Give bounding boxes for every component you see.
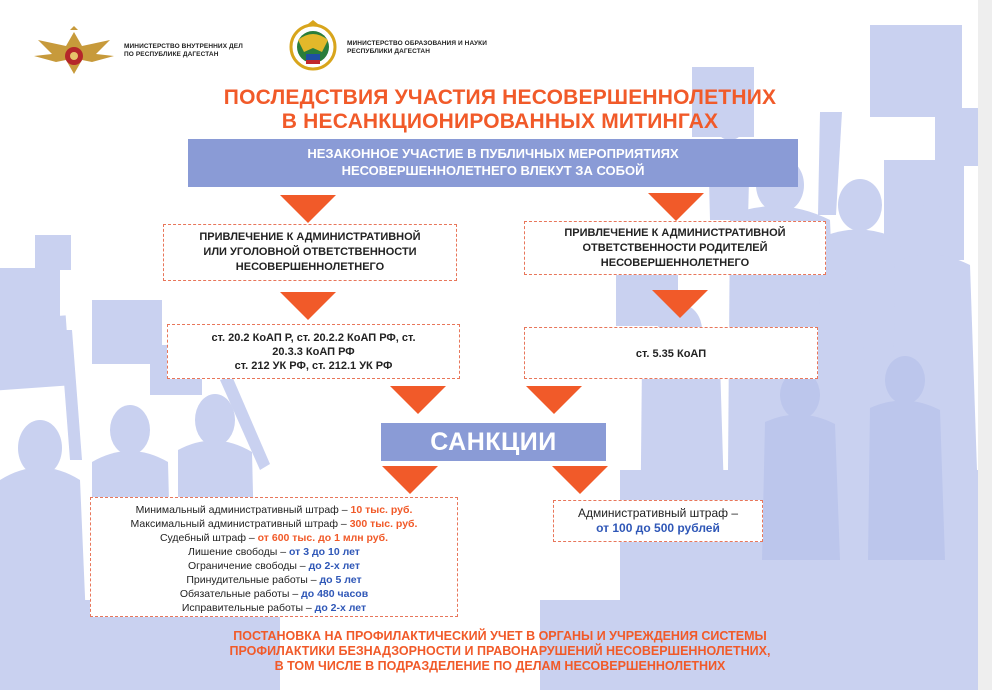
arrow-down-icon [652, 290, 708, 318]
parent-penalty-box [553, 500, 763, 542]
title-line-1: ПОСЛЕДСТВИЯ УЧАСТИЯ НЕСОВЕРШЕННОЛЕТНИХ [223, 86, 777, 109]
page-edge [978, 0, 992, 690]
mvd-eagle-emblem-icon [30, 26, 118, 78]
penalty-item: Лишение свободы – от 3 до 10 лет [188, 546, 360, 558]
minor-responsibility-box [163, 224, 457, 281]
arrow-down-icon [280, 195, 336, 223]
penalty-item: Обязательные работы – до 480 часов [179, 588, 369, 600]
footer-line-2: ПРОФИЛАКТИКИ БЕЗНАДЗОРНОСТИ И ПРАВОНАРУШЕНИЙ НЕСОВЕРШЕННОЛЕТНИХ, [229, 644, 771, 658]
minor-penalties-box [90, 497, 458, 617]
org-minobr-name [347, 40, 487, 56]
minor-articles-line-2: 20.3.3 КоАП РФ [272, 346, 355, 358]
footer-line-3: В ТОМ ЧИСЛЕ В ПОДРАЗДЕЛЕНИЕ ПО ДЕЛАМ НЕСОВЕРШЕННОЛЕТНИХ [274, 659, 726, 673]
parent-responsibility-box [524, 221, 826, 275]
parent-responsibility-line-2: ОТВЕТСТВЕННОСТИ РОДИТЕЛЕЙ [582, 242, 768, 254]
minor-responsibility-line-3: НЕСОВЕРШЕННОЛЕТНЕГО [235, 261, 385, 273]
arrow-down-icon [552, 466, 608, 494]
penalty-item: Максимальный административный штраф – 300 тыс. руб. [130, 518, 418, 530]
penalty-item: Ограничение свободы – до 2-х лет [187, 560, 361, 572]
minor-articles-box [167, 324, 460, 379]
org-mvd-name [124, 43, 243, 59]
minor-articles-line-1: ст. 20.2 КоАП Р, ст. 20.2.2 КоАП РФ, ст. [211, 332, 416, 344]
dagestan-coat-of-arms-icon [288, 18, 338, 76]
banner-line-2: НЕСОВЕРШЕННОЛЕТНЕГО ВЛЕКУТ ЗА СОБОЙ [341, 163, 645, 178]
arrow-down-icon [648, 193, 704, 221]
penalty-item: Судебный штраф – от 600 тыс. до 1 млн руб. [159, 532, 389, 544]
minor-responsibility-line-1: ПРИВЛЕЧЕНИЕ К АДМИНИСТРАТИВНОЙ [199, 231, 421, 243]
parent-penalty-text: Административный штраф – [577, 506, 739, 520]
parent-article-text: ст. 5.35 КоАП [635, 348, 707, 360]
arrow-down-icon [390, 386, 446, 414]
org-mvd-line-1: МИНИСТЕРСТВО ВНУТРЕННИХ ДЕЛ [124, 43, 243, 50]
minor-responsibility-line-2: ИЛИ УГОЛОВНОЙ ОТВЕТСТВЕННОСТИ [203, 246, 417, 258]
parent-responsibility-line-3: НЕСОВЕРШЕННОЛЕТНЕГО [600, 257, 750, 269]
poster-title [150, 86, 850, 134]
consequences-banner [188, 139, 798, 187]
org-mvd-line-2: ПО РЕСПУБЛИКЕ ДАГЕСТАН [124, 51, 219, 58]
penalty-item: Исправительные работы – до 2-х лет [181, 602, 367, 614]
arrow-down-icon [280, 292, 336, 320]
parent-responsibility-line-1: ПРИВЛЕЧЕНИЕ К АДМИНИСТРАТИВНОЙ [564, 227, 786, 239]
org-minobr-line-2: РЕСПУБЛИКИ ДАГЕСТАН [347, 48, 430, 55]
arrow-down-icon [526, 386, 582, 414]
penalty-item: Принудительные работы – до 5 лет [186, 574, 362, 586]
parent-article-box [524, 327, 818, 379]
penalty-item: Минимальный административный штраф – 10 тыс. руб. [135, 504, 413, 516]
minor-articles-line-3: ст. 212 УК РФ, ст. 212.1 УК РФ [234, 360, 393, 372]
sanctions-label: САНКЦИИ [381, 423, 606, 461]
arrow-down-icon [382, 466, 438, 494]
org-minobr-line-1: МИНИСТЕРСТВО ОБРАЗОВАНИЯ И НАУКИ [347, 40, 487, 47]
title-line-2: В НЕСАНКЦИОНИРОВАННЫХ МИТИНГАХ [281, 110, 719, 133]
footer-line-1: ПОСТАНОВКА НА ПРОФИЛАКТИЧЕСКИЙ УЧЕТ В ОРГАНЫ И УЧРЕЖДЕНИЯ СИСТЕМЫ [233, 629, 767, 643]
preventive-registration-note [150, 629, 850, 674]
banner-line-1: НЕЗАКОННОЕ УЧАСТИЕ В ПУБЛИЧНЫХ МЕРОПРИЯТИЯХ [307, 146, 679, 161]
parent-penalty-value: от 100 до 500 рублей [596, 521, 720, 535]
